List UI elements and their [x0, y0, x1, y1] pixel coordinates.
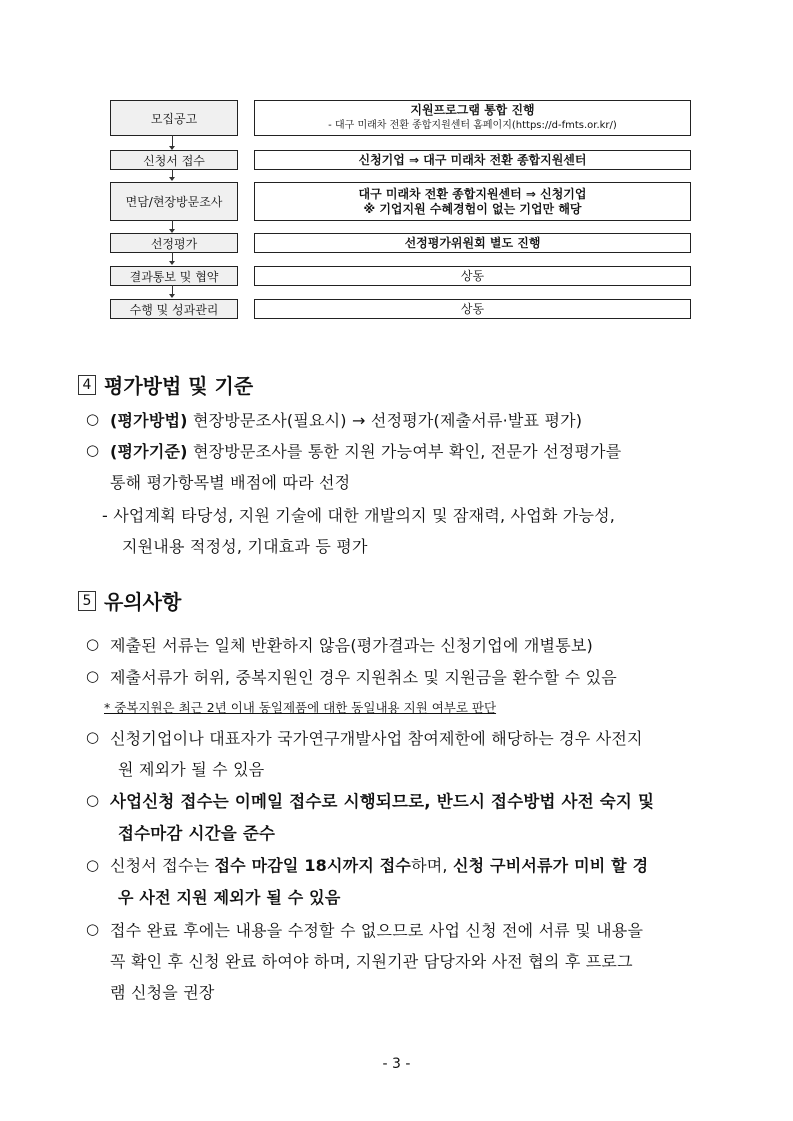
- section-number: 5: [78, 591, 96, 611]
- eval-criteria-item: [110, 439, 621, 462]
- flow-desc-main: 지원프로그램 통합 진행: [410, 103, 535, 117]
- eval-criteria-text: 현장방문조사를 통한 지원 가능여부 확인, 전문가 선정평가를: [187, 442, 622, 461]
- flow-desc-main: 상동: [460, 301, 485, 316]
- eval-method-item: [110, 408, 582, 431]
- section-heading-notes: [78, 586, 181, 615]
- eval-criteria-label: (평가기준): [110, 442, 188, 461]
- flow-connector: [172, 169, 173, 177]
- flow-step-notification: [110, 266, 238, 286]
- flow-desc-notification: [254, 266, 691, 286]
- flow-step-label: 선정평가: [150, 236, 198, 251]
- section-title: 유의사항: [104, 590, 182, 614]
- circle-bullet-icon: ○: [86, 441, 100, 459]
- flow-desc-main: 신청기업 ⇒ 대구 미래차 전환 종합지원센터: [358, 152, 587, 167]
- flow-step-application: [110, 150, 238, 170]
- deadline-emphasis: 접수 마감일 18시까지 접수: [214, 856, 412, 875]
- flow-desc-main: 선정평가위원회 별도 진행: [404, 235, 541, 250]
- note-item-deadline-cont: 우 사전 지원 제외가 될 수 있음: [118, 888, 341, 907]
- flow-desc-recruitment: [254, 100, 691, 136]
- flow-step-evaluation: [110, 233, 238, 253]
- note-item: 신청기업이나 대표자가 국가연구개발사업 참여제한에 해당하는 경우 사전지: [110, 729, 643, 748]
- circle-bullet-icon: ○: [86, 856, 100, 874]
- note-item-cont: 램 신청을 권장: [110, 983, 215, 1002]
- flow-desc-main: 상동: [460, 268, 485, 283]
- note-item-emphasis-cont: 접수마감 시간을 준수: [118, 824, 276, 843]
- flow-connector: [172, 220, 173, 229]
- flow-step-label: 결과통보 및 협약: [129, 269, 219, 284]
- deadline-text: 하며,: [411, 856, 453, 875]
- deadline-text: 신청서 접수는: [110, 856, 215, 875]
- circle-bullet-icon: ○: [86, 728, 100, 746]
- flow-step-interview: [110, 182, 238, 221]
- down-arrow-icon: [169, 177, 175, 181]
- section-title: 평가방법 및 기준: [104, 374, 254, 398]
- eval-method-label: (평가방법): [110, 411, 188, 430]
- note-footnote: * 중복지원은 최근 2년 이내 동일제품에 대한 동일내용 지원 여부로 판단: [104, 700, 497, 715]
- deadline-emphasis: 신청 구비서류가 미비 할 경: [452, 856, 649, 875]
- flow-connector: [172, 135, 173, 146]
- flow-desc-performance: [254, 299, 691, 319]
- flow-step-recruitment: [110, 100, 238, 136]
- page-number: - 3 -: [382, 1056, 411, 1072]
- circle-bullet-icon: ○: [86, 791, 100, 809]
- down-arrow-icon: [169, 261, 175, 265]
- flow-step-label: 면담/현장방문조사: [125, 195, 223, 209]
- note-item-deadline: [110, 853, 648, 876]
- section-heading-evaluation: [78, 370, 253, 399]
- circle-bullet-icon: ○: [86, 410, 100, 428]
- eval-criteria-detail: - 사업계획 타당성, 지원 기술에 대한 개발의지 및 잠재력, 사업화 가능성,: [102, 506, 616, 525]
- circle-bullet-icon: ○: [86, 920, 100, 938]
- eval-criteria-detail-cont: 지원내용 적정성, 기대효과 등 평가: [122, 537, 368, 556]
- note-item-cont: 꼭 확인 후 신청 완료 하여야 하며, 지원기관 담당자와 사전 협의 후 프로그: [110, 952, 633, 971]
- flow-step-performance: [110, 299, 238, 319]
- eval-criteria-text-cont: 통해 평가항목별 배점에 따라 선정: [110, 473, 351, 492]
- flow-connector: [172, 285, 173, 294]
- flow-step-label: 모집공고: [150, 111, 198, 126]
- note-item-emphasis: 사업신청 접수는 이메일 접수로 시행되므로, 반드시 접수방법 사전 숙지 및: [110, 792, 655, 811]
- down-arrow-icon: [169, 294, 175, 298]
- flow-desc-application: [254, 150, 691, 170]
- circle-bullet-icon: ○: [86, 667, 100, 685]
- note-item: 제출서류가 허위, 중복지원인 경우 지원취소 및 지원금을 환수할 수 있음: [110, 668, 617, 687]
- flow-step-label: 신청서 접수: [143, 153, 205, 168]
- flow-desc-main: 대구 미래차 전환 종합지원센터 ⇒ 신청기업: [358, 186, 587, 201]
- note-item: 접수 완료 후에는 내용을 수정할 수 없으므로 사업 신청 전에 서류 및 내용을: [110, 921, 644, 940]
- note-item: 제출된 서류는 일체 반환하지 않음(평가결과는 신청기업에 개별통보): [110, 636, 593, 655]
- flow-desc-sub: - 대구 미래차 전환 종합지원센터 홈페이지(https://d-fmts.or.kr/): [328, 120, 617, 131]
- circle-bullet-icon: ○: [86, 635, 100, 653]
- flow-step-label: 수행 및 성과관리: [129, 302, 219, 317]
- flow-connector: [172, 252, 173, 261]
- flow-desc-sub: ※ 기업지원 수혜경험이 없는 기업만 해당: [363, 201, 582, 216]
- flow-desc-evaluation: [254, 233, 691, 253]
- section-number: 4: [78, 375, 96, 395]
- flow-desc-interview: [254, 182, 691, 221]
- eval-method-text: 현장방문조사(필요시) → 선정평가(제출서류·발표 평가): [187, 411, 583, 430]
- note-item-cont: 원 제외가 될 수 있음: [118, 760, 265, 779]
